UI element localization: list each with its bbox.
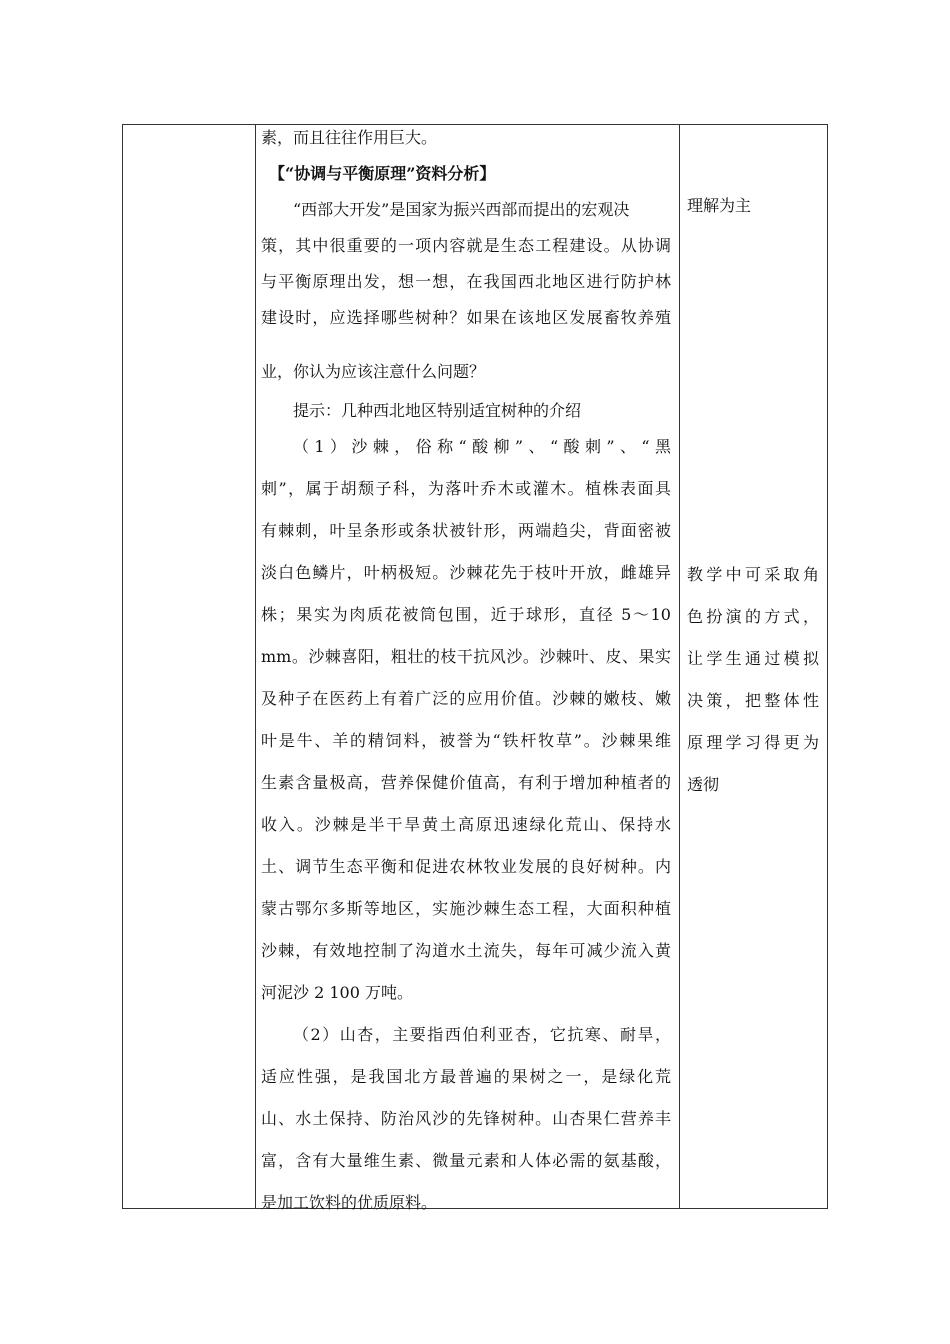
text-line: 及种子在医药上有着广泛的应用价值。沙棘的嫩枝、嫩 [261,689,671,708]
note-line: 让学生通过模拟 [687,649,819,668]
text-line: 山、水土保持、防治风沙的先锋树种。山杏果仁营养丰 [261,1109,671,1128]
column-divider-right [679,125,680,1208]
text-line: （2）山杏，主要指西伯利亚杏，它抗寒、耐旱， [293,1025,671,1044]
note-line: 理解为主 [687,196,752,215]
text-line: 刺”，属于胡颓子科，为落叶乔木或灌木。植株表面具 [261,479,671,498]
text-line: 是加工饮料的优质原料。 [261,1193,438,1212]
text-line: 土、调节生态平衡和促进农林牧业发展的良好树种。内 [261,857,671,876]
column-divider-left [255,125,256,1208]
text-line: 素，而且往往作用巨大。 [261,128,438,147]
note-line: 原理学习得更为 [687,733,819,752]
text-line: 富，含有大量维生素、微量元素和人体必需的氨基酸， [261,1151,671,1170]
text-line: 河泥沙 2 100 万吨。 [261,983,413,1002]
text-line: 策，其中很重要的一项内容就是生态工程建设。从协调 [261,236,671,255]
text-line: 株；果实为肉质花被筒包围，近于球形，直径 5～10 [261,605,671,624]
text-line: mm。沙棘喜阳，粗壮的枝干抗风沙。沙棘叶、皮、果实 [261,647,671,666]
note-line: 色扮演的方式， [687,607,819,626]
text-line: 业，你认为应该注意什么问题？ [261,362,486,381]
lesson-table [122,124,828,1212]
section-heading: 【“协调与平衡原理”资料分析】 [269,164,496,183]
text-line: 与平衡原理出发，想一想，在我国西北地区进行防护林 [261,272,671,291]
text-line: 生素含量极高，营养保健价值高，有利于增加种植者的 [261,773,671,792]
text-line: 淡白色鳞片，叶柄极短。沙棘花先于枝叶开放，雌雄异 [261,563,671,582]
note-line: 决策，把整体性 [687,691,819,710]
text-line: 叶是牛、羊的精饲料，被誉为“铁杆牧草”。沙棘果维 [261,731,671,750]
text-line: 适应性强，是我国北方最普遍的果树之一，是绿化荒 [261,1067,671,1086]
text-line: 蒙古鄂尔多斯等地区，实施沙棘生态工程，大面积种植 [261,899,671,918]
note-line: 教学中可采取角 [687,565,819,584]
text-line: 提示：几种西北地区特别适宜树种的介绍 [293,401,582,420]
text-line: 沙棘，有效地控制了沟道水土流失，每年可减少流入黄 [261,941,671,960]
text-line: （1）沙棘，俗称“酸柳”、“酸刺”、“黑 [293,437,671,456]
text-line: 收入。沙棘是半干旱黄土高原迅速绿化荒山、保持水 [261,815,671,834]
text-line: “西部大开发”是国家为振兴西部而提出的宏观决 [293,200,630,219]
text-line: 有棘刺，叶呈条形或条状被针形，两端趋尖，背面密被 [261,521,671,540]
note-line: 透彻 [687,775,720,794]
text-line: 建设时，应选择哪些树种？如果在该地区发展畜牧养殖 [261,308,671,327]
